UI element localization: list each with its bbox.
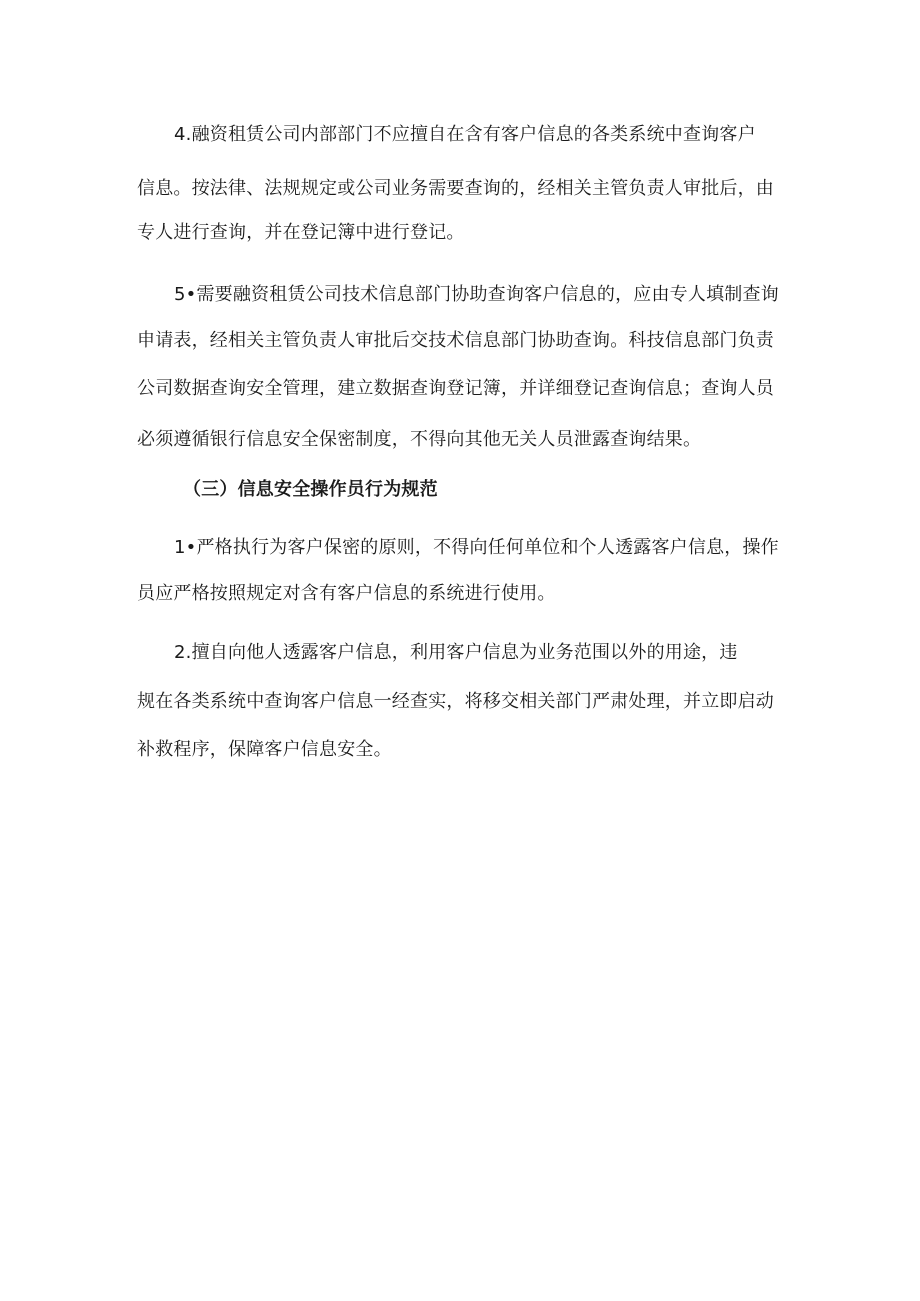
rule-1-line-2: 员应严格按照规定对含有客户信息的系统进行使用。 [137, 583, 556, 604]
paragraph-5-line-1: 5•需要融资租赁公司技术信息部门协助查询客户信息的，应由专人填制查询 [174, 284, 779, 305]
paragraph-4-line-3: 专人进行查询，并在登记簿中进行登记。 [137, 222, 465, 243]
paragraph-5-line-4: 必须遵循银行信息安全保密制度，不得向其他无关人员泄露查询结果。 [137, 429, 702, 450]
paragraph-4-line-2: 信息。按法律、法规规定或公司业务需要查询的，经相关主管负责人审批后，由 [137, 178, 774, 199]
rule-2-line-1: 2.擅自向他人透露客户信息，利用客户信息为业务范围以外的用途，违 [174, 642, 738, 663]
rule-1-line-1: 1•严格执行为客户保密的原则，不得向任何单位和个人透露客户信息，操作 [174, 537, 779, 558]
paragraph-4-line-1: 4.融资租赁公司内部部门不应擅自在含有客户信息的各类系统中查询客户 [174, 124, 756, 145]
section-heading: （三）信息安全操作员行为规范 [183, 479, 438, 500]
rule-2-line-3: 补救程序，保障客户信息安全。 [137, 739, 392, 760]
rule-2-line-2: 规在各类系统中查询客户信息一经查实，将移交相关部门严肃处理，并立即启动 [137, 691, 774, 712]
paragraph-5-line-3: 公司数据查询安全管理，建立数据查询登记簿，并详细登记查询信息；查询人员 [137, 378, 774, 399]
paragraph-5-line-2: 申请表，经相关主管负责人审批后交技术信息部门协助查询。科技信息部门负责 [137, 330, 774, 351]
